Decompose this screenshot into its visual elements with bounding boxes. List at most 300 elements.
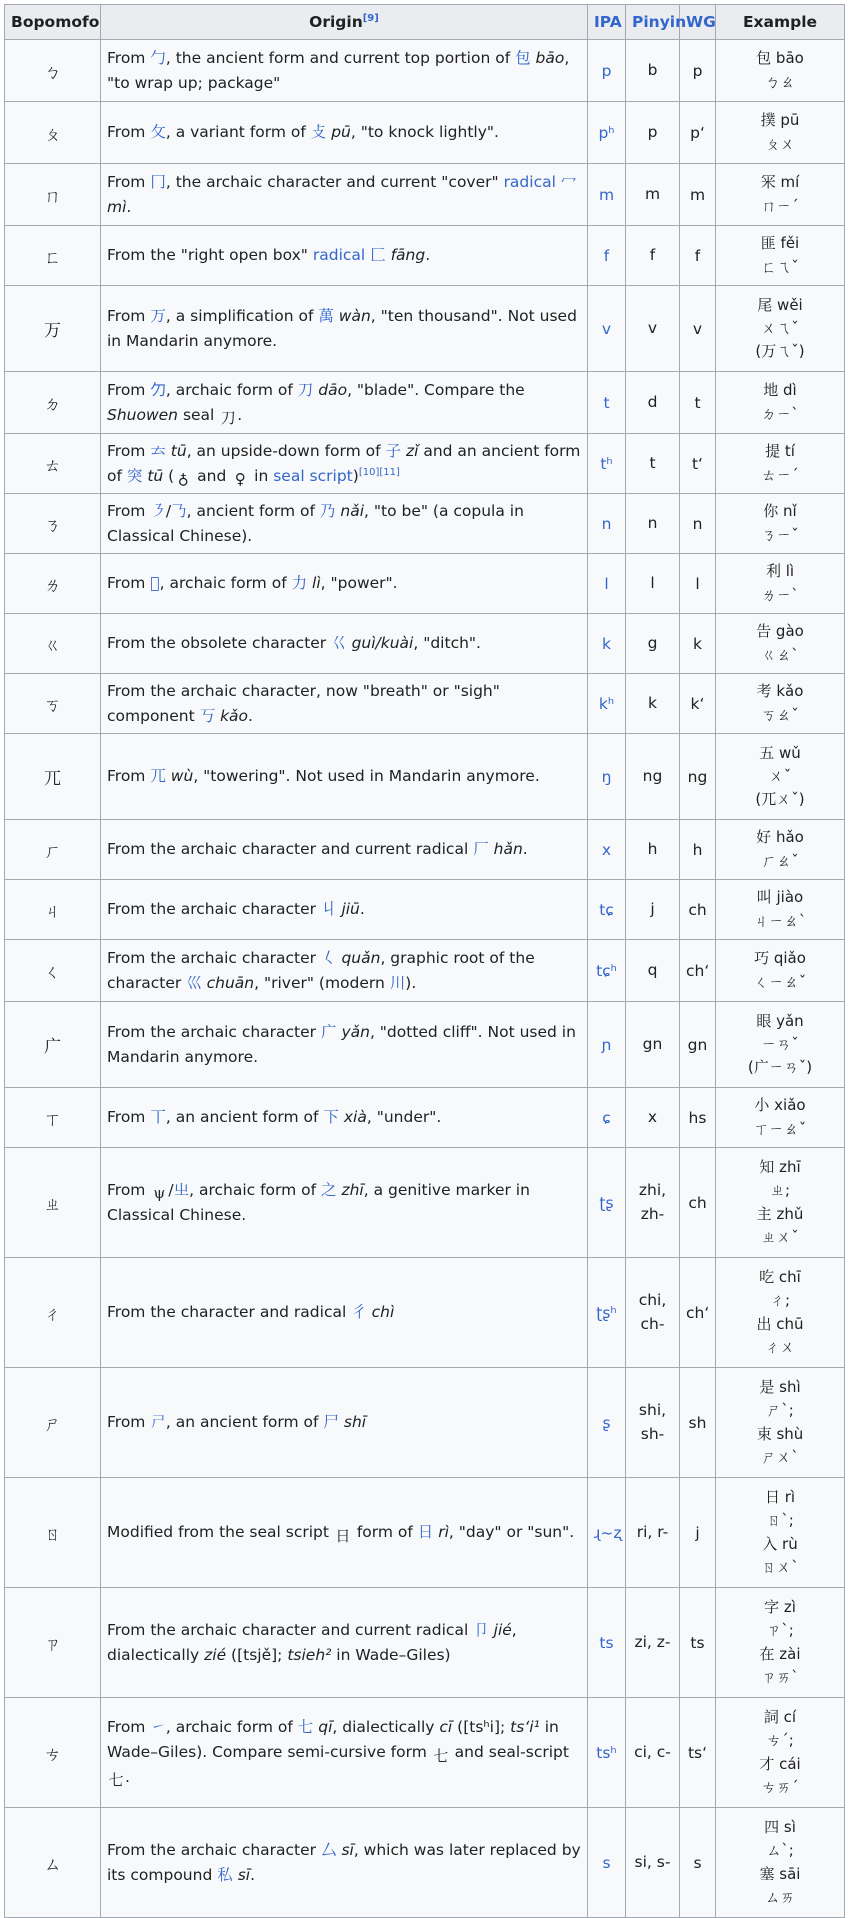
example-cell — [716, 880, 845, 940]
table-row — [5, 1148, 845, 1258]
seal-glyph-image: 刀 — [220, 409, 236, 427]
origin-link[interactable]: 丅 — [150, 1108, 166, 1127]
origin-text: From the archaic character and current radical — [107, 840, 474, 859]
origin-link[interactable]: 萬 — [318, 306, 334, 325]
header-ipa[interactable] — [588, 5, 626, 40]
example-line: 包 bāo — [756, 49, 804, 68]
romanization-text: zié — [204, 1645, 227, 1664]
ipa-cell[interactable] — [588, 1698, 626, 1808]
romanization-text: shī — [343, 1413, 367, 1432]
example-cell — [716, 614, 845, 674]
ipa-link[interactable]: f — [603, 246, 610, 265]
origin-link[interactable]: ㇋ — [150, 501, 166, 520]
origin-cell — [101, 940, 588, 1002]
table-row — [5, 554, 845, 614]
origin-cell — [101, 554, 588, 614]
origin-cell — [101, 494, 588, 554]
origin-text: seal — [178, 405, 220, 424]
origin-link[interactable]: 丩 — [320, 900, 337, 919]
example-cell — [716, 434, 845, 494]
origin-link[interactable]: 𡰣 — [150, 1413, 166, 1432]
wade-giles-cell: j — [680, 1478, 716, 1588]
pinyin-cell: ng — [626, 734, 680, 820]
pinyin-cell: l — [626, 554, 680, 614]
example-cell — [716, 494, 845, 554]
bopomofo-cell: ㄌ — [5, 554, 101, 614]
ipa-link[interactable]: v — [601, 319, 612, 338]
example-line: 小 xiǎo — [754, 1096, 806, 1115]
romanization-text: guì/kuài — [351, 634, 414, 653]
origin-text: . — [125, 1767, 130, 1786]
origin-link[interactable]: 尸 — [323, 1413, 339, 1432]
ipa-link[interactable]: tɕ — [599, 900, 614, 919]
pinyin-cell: q — [626, 940, 680, 1002]
origin-text: From — [107, 123, 151, 142]
header-example: Example — [716, 5, 845, 40]
citation-link[interactable]: [10][11] — [358, 466, 400, 478]
pinyin-cell: x — [626, 1088, 680, 1148]
example-cell — [716, 1002, 845, 1088]
ipa-cell[interactable] — [588, 434, 626, 494]
pinyin-cell: t — [626, 434, 680, 494]
example-line: 告 gào — [756, 622, 804, 641]
origin-cell — [101, 1588, 588, 1698]
example-line: (ㄬㄧㄢˇ) — [747, 1058, 813, 1077]
ipa-link[interactable]: k — [602, 634, 611, 653]
origin-text: From the archaic character — [107, 948, 321, 967]
table-row — [5, 1808, 845, 1918]
origin-link[interactable]: 丂 — [199, 706, 216, 725]
origin-text: , "to knock lightly". — [350, 123, 499, 142]
romanization-text: kǎo — [220, 706, 249, 725]
example-line: ㄐㄧㄠˋ — [753, 911, 807, 930]
example-line: ㄍㄠˋ — [761, 645, 799, 664]
origin-link[interactable]: 包 — [515, 48, 531, 67]
origin-text: , "ditch". — [413, 634, 481, 653]
ipa-link[interactable]: ʈʂʰ — [596, 1303, 617, 1322]
ipa-link[interactable]: m — [598, 185, 615, 204]
example-line: ㄋㄧˇ — [761, 525, 799, 544]
origin-link[interactable]: 巛 — [186, 973, 202, 992]
origin-link[interactable]: 匚 — [370, 246, 386, 265]
wade-giles-cell: tsʻ — [680, 1698, 716, 1808]
romanization-text: sī — [341, 1840, 354, 1859]
ipa-cell[interactable] — [588, 554, 626, 614]
bopomofo-cell: ㄑ — [5, 940, 101, 1002]
example-line: ㄖˋ; — [766, 1511, 794, 1530]
origin-link[interactable]: 冂 — [150, 172, 166, 191]
table-row — [5, 1258, 845, 1368]
origin-link[interactable]: 广 — [320, 1022, 337, 1041]
bopomofo-cell: ㄒ — [5, 1088, 101, 1148]
origin-link[interactable]: 𡿨 — [320, 948, 337, 967]
pinyin-cell: ci, c- — [626, 1698, 680, 1808]
romanization-text: nǎi — [340, 501, 365, 520]
origin-text: ([tsʰi]; — [452, 1718, 511, 1737]
origin-cell — [101, 1088, 588, 1148]
example-cell — [716, 940, 845, 1002]
example-line: 你 nǐ — [763, 502, 797, 521]
pinyin-cell: k — [626, 674, 680, 734]
seal-glyph-image: 日 — [335, 1526, 351, 1545]
origin-cell — [101, 734, 588, 820]
origin-link[interactable]: 七 — [297, 1718, 314, 1737]
ipa-cell[interactable] — [588, 226, 626, 286]
origin-link[interactable]: 突 — [126, 466, 143, 485]
example-line: ㄙㄞ — [764, 1887, 795, 1906]
romanization-text: jié — [493, 1620, 512, 1639]
origin-link[interactable]: ㇀ — [150, 1718, 166, 1737]
table-row — [5, 164, 845, 226]
pinyin-cell: shi, sh- — [626, 1368, 680, 1478]
origin-text: From the archaic character and current radical — [107, 1620, 474, 1639]
ipa-link[interactable]: ʂ — [602, 1413, 611, 1432]
pinyin-cell: g — [626, 614, 680, 674]
origin-text: and an ancient form of — [107, 441, 581, 485]
romanization-text: tū — [170, 441, 187, 460]
origin-link[interactable]: 𠚣 — [150, 380, 166, 399]
origin-link[interactable]: 之 — [321, 1180, 337, 1199]
wade-giles-cell: hs — [680, 1088, 716, 1148]
example-line: 巧 qiǎo — [754, 949, 806, 968]
origin-text: , dialectically — [107, 1620, 517, 1664]
example-line: ㄈㄟˇ — [761, 257, 799, 276]
example-cell — [716, 820, 845, 880]
wade-giles-cell: chʻ — [680, 940, 716, 1002]
origin-link[interactable]: 厂 — [473, 840, 489, 859]
romanization-text: jiū — [341, 900, 360, 919]
table-body — [5, 40, 845, 1918]
origin-text: form of — [351, 1523, 418, 1542]
origin-link[interactable]: 下 — [323, 1108, 339, 1127]
origin-link[interactable]: 私 — [217, 1865, 233, 1884]
ipa-link[interactable]: n — [601, 514, 612, 533]
example-line: 知 zhī — [759, 1158, 801, 1176]
example-line: ㄒㄧㄠˇ — [753, 1119, 807, 1138]
origin-link[interactable]: 川 — [389, 973, 406, 992]
ipa-link[interactable]: tsʰ — [596, 1743, 617, 1762]
wade-giles-cell: k — [680, 614, 716, 674]
ipa-link[interactable]: p — [601, 61, 612, 80]
origin-link[interactable]: 𠠲 — [150, 574, 160, 593]
ipa-cell[interactable] — [588, 674, 626, 734]
wade-giles-cell: n — [680, 494, 716, 554]
romanization-text: mì — [107, 197, 127, 216]
origin-cell — [101, 1808, 588, 1918]
example-line: ㄧㄢˇ — [761, 1034, 799, 1053]
pinyin-cell: si, s- — [626, 1808, 680, 1918]
example-line: 尾 wěi — [757, 295, 803, 314]
ipa-link[interactable]: kʰ — [598, 694, 615, 713]
origin-text: , an ancient form of — [165, 1108, 324, 1127]
pinyin-cell: v — [626, 286, 680, 372]
origin-cell — [101, 614, 588, 674]
ipa-link[interactable]: x — [601, 840, 612, 859]
bopomofo-cell: ㄍ — [5, 614, 101, 674]
ipa-cell[interactable] — [588, 40, 626, 102]
origin-link[interactable]: radical — [503, 172, 556, 191]
romanization-text: tū — [147, 466, 164, 485]
origin-text: , an ancient form of — [165, 1413, 324, 1432]
pinyin-cell: p — [626, 102, 680, 164]
example-line: ㄆㄨ — [764, 134, 795, 153]
romanization-text: bāo — [535, 48, 565, 67]
header-ipa-link[interactable]: IPA — [594, 13, 622, 31]
example-line: 利 lì — [765, 562, 795, 581]
origin-link[interactable]: 㞢 — [173, 1180, 190, 1199]
example-cell — [716, 286, 845, 372]
ipa-cell[interactable] — [588, 164, 626, 226]
origin-text: , the ancient form and current top portion of — [165, 48, 516, 67]
wade-giles-cell: h — [680, 820, 716, 880]
origin-link[interactable]: 刀 — [297, 380, 314, 399]
seal-glyph-image: 七 — [108, 1771, 124, 1790]
example-cell — [716, 554, 845, 614]
origin-text: ) — [352, 466, 359, 485]
ipa-link[interactable]: tɕʰ — [596, 961, 617, 980]
origin-ref-link[interactable]: [9] — [362, 12, 379, 24]
origin-link[interactable]: 攴 — [310, 123, 327, 142]
pinyin-cell: h — [626, 820, 680, 880]
origin-link[interactable]: 勹 — [150, 48, 166, 67]
ipa-link[interactable]: s — [602, 1853, 611, 1872]
table-row — [5, 1698, 845, 1808]
bopomofo-cell: ㄐ — [5, 880, 101, 940]
ipa-cell[interactable] — [588, 1258, 626, 1368]
example-line: ㄔ; — [769, 1291, 791, 1310]
example-cell — [716, 1368, 845, 1478]
ipa-cell[interactable] — [588, 1002, 626, 1088]
ipa-cell[interactable] — [588, 286, 626, 372]
example-line: 在 zài — [759, 1644, 801, 1663]
origin-text: ( — [163, 466, 175, 485]
example-line: ㄕㄨˋ — [761, 1447, 799, 1466]
origin-link[interactable]: 巜 — [331, 634, 347, 653]
origin-link[interactable]: 日 — [417, 1523, 434, 1542]
header-pinyin-link[interactable]: Pinyin — [632, 13, 687, 31]
pinyin-cell: n — [626, 494, 680, 554]
header-row — [5, 5, 845, 40]
wade-giles-cell: chʻ — [680, 1258, 716, 1368]
origin-link[interactable]: 冖 — [560, 172, 577, 191]
origin-text: / — [165, 501, 172, 520]
origin-cell — [101, 286, 588, 372]
ipa-cell[interactable] — [588, 102, 626, 164]
origin-text: , "to wrap up; package" — [107, 48, 570, 92]
wade-giles-cell: t — [680, 372, 716, 434]
table-row — [5, 226, 845, 286]
origin-link[interactable]: 子 — [385, 441, 402, 460]
pinyin-cell: m — [626, 164, 680, 226]
origin-text: ). — [405, 973, 417, 992]
romanization-text: zǐ — [405, 441, 419, 460]
example-cell — [716, 1478, 845, 1588]
origin-text: From — [107, 1718, 151, 1737]
wade-giles-cell: gn — [680, 1002, 716, 1088]
example-line: 冞 mí — [760, 173, 800, 192]
example-cell — [716, 1258, 845, 1368]
origin-cell — [101, 1148, 588, 1258]
origin-text: , archaic form of — [159, 574, 292, 593]
origin-text: , "blade". Compare the — [347, 380, 525, 399]
origin-text: From the obsolete character — [107, 634, 332, 653]
origin-cell — [101, 1368, 588, 1478]
origin-text: , archaic form of — [165, 1718, 298, 1737]
origin-text: From the archaic character — [107, 1840, 321, 1859]
example-line: (兀ㄨˇ) — [755, 790, 805, 809]
origin-text: From the archaic character, now "breath" or "sigh" component — [107, 681, 500, 725]
origin-text: , graphic root of the character — [107, 948, 535, 992]
ipa-link[interactable]: ɻ~ʐ — [594, 1523, 622, 1542]
origin-link[interactable]: 攵 — [150, 123, 166, 142]
origin-text: , "day" or "sun". — [448, 1523, 575, 1542]
origin-text: , a simplification of — [165, 306, 319, 325]
origin-link[interactable]: 力 — [291, 574, 308, 593]
example-line: (万ㄟˇ) — [755, 342, 805, 361]
origin-text: , an upside-down form of — [186, 441, 386, 460]
example-line: ㄕˋ; — [766, 1401, 794, 1420]
romanization-text: xià — [343, 1108, 367, 1127]
origin-text: From — [107, 1413, 151, 1432]
origin-link[interactable]: 厶 — [320, 1840, 337, 1859]
origin-text: , archaic form of — [165, 380, 298, 399]
origin-text: Modified from the seal script — [107, 1523, 334, 1542]
ipa-link[interactable]: ɕ — [602, 1108, 611, 1127]
ipa-link[interactable]: ŋ — [601, 767, 612, 786]
origin-link[interactable]: radical — [312, 246, 366, 265]
ipa-cell[interactable] — [588, 880, 626, 940]
romanization-text: tsieh² — [287, 1645, 332, 1664]
example-line: ㄨˇ — [768, 766, 792, 785]
table-row — [5, 820, 845, 880]
origin-text: , which was later replaced by its compound — [107, 1840, 581, 1884]
bopomofo-cell: ㄈ — [5, 226, 101, 286]
header-pinyin[interactable] — [626, 5, 687, 40]
table-row — [5, 494, 845, 554]
origin-link[interactable]: 乃 — [319, 501, 336, 520]
origin-text: , the archaic character and current "cover" — [165, 172, 504, 191]
origin-link[interactable]: seal script — [273, 466, 353, 485]
example-line: ㄓㄨˇ — [761, 1227, 799, 1246]
origin-link[interactable]: 卩 — [473, 1620, 489, 1639]
origin-text: in Wade–Giles). Compare semi-cursive form — [107, 1718, 559, 1762]
origin-link[interactable]: 彳 — [351, 1303, 367, 1322]
romanization-text: tsʻi¹ — [510, 1718, 540, 1737]
ipa-link[interactable]: ts — [599, 1633, 614, 1652]
example-line: ㄌㄧˋ — [761, 585, 799, 604]
wade-giles-cell: sh — [680, 1368, 716, 1478]
origin-cell — [101, 1002, 588, 1088]
origin-text: From — [107, 1108, 151, 1127]
example-line: 叫 jiào — [756, 888, 804, 907]
ipa-link[interactable]: pʰ — [598, 123, 615, 142]
origin-cell — [101, 820, 588, 880]
table-row — [5, 614, 845, 674]
origin-text: , "to be" (a copula in Classical Chinese). — [107, 501, 524, 545]
example-line: 撲 pū — [760, 111, 800, 130]
origin-link[interactable]: 𠄎 — [171, 501, 187, 520]
example-line: 詞 cí — [763, 1708, 797, 1726]
ipa-link[interactable]: ʈʂ — [599, 1193, 614, 1212]
origin-text: , archaic form of — [189, 1180, 322, 1199]
origin-cell — [101, 164, 588, 226]
romanization-text: chuān — [206, 973, 255, 992]
origin-text: . — [126, 197, 132, 216]
ipa-cell[interactable] — [588, 1588, 626, 1698]
origin-text: From — [107, 380, 151, 399]
origin-text: From — [107, 574, 151, 593]
example-line: 束 shù — [756, 1424, 804, 1443]
ipa-cell[interactable] — [588, 372, 626, 434]
romanization-text: fāng — [390, 246, 426, 265]
romanization-text: quǎn — [341, 948, 381, 967]
ipa-cell[interactable] — [588, 940, 626, 1002]
example-cell — [716, 226, 845, 286]
example-line: ㄔㄨ — [764, 1337, 795, 1356]
example-line: ㄨㄟˇ — [761, 318, 799, 337]
origin-link[interactable]: 万 — [150, 306, 166, 325]
origin-text: From — [107, 1180, 151, 1199]
origin-text: and seal-script — [449, 1743, 569, 1762]
ipa-cell[interactable] — [588, 1368, 626, 1478]
ipa-link[interactable]: ɲ — [601, 1035, 612, 1054]
pinyin-cell: ri, r- — [626, 1478, 680, 1588]
origin-text: , dialectically — [332, 1718, 440, 1737]
origin-text: From — [107, 501, 151, 520]
wade-giles-cell: f — [680, 226, 716, 286]
origin-link[interactable]: 兀 — [150, 767, 166, 786]
ipa-cell[interactable] — [588, 1808, 626, 1918]
origin-cell — [101, 1258, 588, 1368]
ipa-link[interactable]: tʰ — [600, 454, 613, 473]
example-line: ㄘˊ; — [766, 1731, 794, 1750]
origin-text: From — [107, 172, 151, 191]
origin-link[interactable]: 𠫓 — [150, 441, 166, 460]
seal-glyph-image: ♀ — [234, 470, 246, 488]
bopomofo-cell: ㄋ — [5, 494, 101, 554]
table-row — [5, 40, 845, 102]
ipa-link[interactable]: t — [603, 393, 610, 412]
origin-text: , ancient form of — [186, 501, 320, 520]
ipa-cell[interactable] — [588, 734, 626, 820]
example-cell — [716, 372, 845, 434]
romanization-text: wù — [170, 767, 194, 786]
ipa-link[interactable]: l — [604, 574, 609, 593]
wade-giles-cell: v — [680, 286, 716, 372]
example-line: 字 zì — [764, 1598, 796, 1616]
origin-cell — [101, 40, 588, 102]
ipa-cell[interactable] — [588, 1148, 626, 1258]
romanization-text: sī — [237, 1865, 251, 1884]
origin-text: From the archaic character — [107, 900, 321, 919]
header-wg-link[interactable]: WG — [686, 13, 716, 31]
origin-cell — [101, 226, 588, 286]
example-line: 地 dì — [763, 381, 797, 400]
ipa-cell[interactable] — [588, 1478, 626, 1588]
example-cell — [716, 1148, 845, 1258]
ipa-cell[interactable] — [588, 1088, 626, 1148]
wade-giles-cell: ch — [680, 880, 716, 940]
ipa-cell[interactable] — [588, 614, 626, 674]
origin-cell — [101, 674, 588, 734]
ipa-cell[interactable] — [588, 820, 626, 880]
table-row — [5, 286, 845, 372]
ipa-cell[interactable] — [588, 494, 626, 554]
origin-text: From the character and radical — [107, 1303, 352, 1322]
wade-giles-cell: l — [680, 554, 716, 614]
romanization-text: hǎn — [493, 840, 523, 859]
origin-text: . — [250, 1865, 256, 1884]
